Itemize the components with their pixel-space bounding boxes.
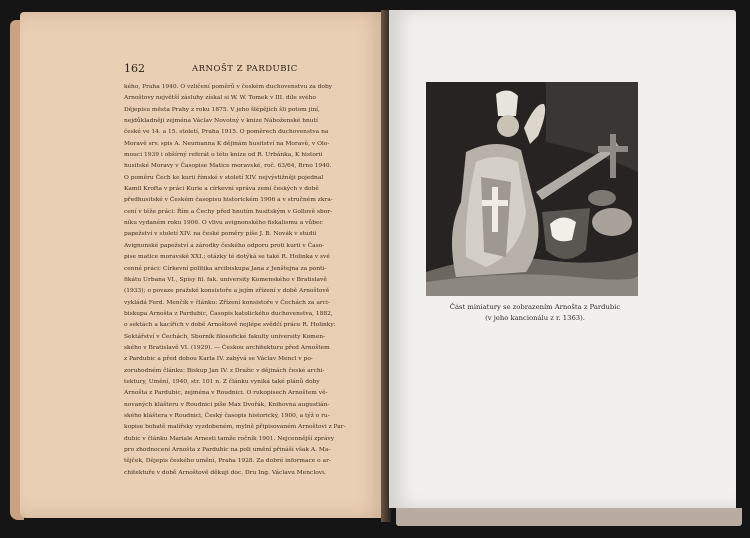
text-line: předhusitské v Českém časopisu historickém 1906 a v stručném zkra- [124,197,333,204]
text-line: fikátu Urbana VI., Spisy fil. fak. university Komenského v Bratislavě [124,276,327,283]
text-line: Moravě srv. spis A. Neumanna K dějinám husitství na Moravě, v Olo- [124,140,330,147]
text-line: biskupa Arnošta z Pardubic, Časopis katolického duchovenstva, 1882, [124,310,333,317]
text-line: mouci 1939 i obšírný referát o této knize od R. Urbánka, K historii [124,152,323,159]
text-line: zoruhodném článku: Biskup Jan IV. z Dražic v dějinách české archi- [124,367,325,374]
text-line: (1933); o povaze pražské konsistoře a jejím zřízení v době Arnoštově [124,288,330,295]
text-line: kého, Praha 1940. O vzličení poměrů v českém duchovenstvu za doby [124,84,333,90]
page-number: 162 [124,62,145,75]
caption-line: (v jeho kancionálu z r. 1363). [485,314,585,322]
figure-caption [440,302,630,324]
text-line: Kamil Krofta v práci Kurie a církevní správa zemí českých v době [124,186,319,193]
text-line: Sektářství v Čechách, Sborník filosofické fakulty university Komen- [124,333,325,340]
text-line: O poměru Čech ke kurii římské v století XIV. nejvýstižněji pojednal [124,174,324,181]
body-text [124,82,364,482]
text-line: papežství v století XIV. na české poměry píše J. B. Novák v studii [124,231,317,238]
text-line: Dějepisu města Prahy z roku 1875. V jeho šlépějích šli potom jiní, [124,106,320,113]
running-head: ARNOŠT Z PARDUBIC [192,64,298,74]
text-line: ského kláštera v Roudnici, Český časopis historický, 1900, a týž o ru- [124,412,330,419]
text-line: husitské Moravy v Časopise Matice moravské, roč. 63/64, Brno 1940. [124,163,332,170]
text-line: o sektách a kacířích v době Arnoštově nejlépe svědčí práce R. Holinky: [124,322,336,329]
text-line: tektury, Umění, 1940, str. 101 n. Z článku vyniká také plánů doby [124,378,320,385]
text-line: pro zhodnocení Arnošta z Pardubic na poli umění přináší však A. Ma- [124,447,331,453]
text-line: Avignonské papežství a zárodky českého odporu proti kurii v Časo- [124,242,325,249]
text-line: cení v téže práci: Řím a Čechy před hnutím husitským v Gollově sbor- [124,208,333,215]
text-line: Arnošta z Pardubic, zejména v Roudnici. O rukopisech Arnoštem vě- [124,390,328,397]
text-line: ského v Bratislavě VI. (1929). — Českou architekturu před Arnoštem [124,344,330,351]
text-line: dubic v článku Mariale Arnesti tamže ročník 1901. Nejcennější zprávy [124,435,335,442]
text-line: níku vydaném roku 1906. O vlivu avignonského fiskalismu a vůbec [124,220,323,227]
caption-line: Část miniatury se zobrazením Arnošta z Pardubic [449,303,621,311]
text-line: tějček, Dějepis českého umění, Praha 1928. Za dobré informace o ar- [124,458,331,465]
page-stack-edge [396,508,742,526]
text-line: nejdůkladněji zejména Václav Novotný v knize Náboženské hnutí [124,118,318,125]
text-line: české ve 14. a 15. století, Praha 1915. O poměrech duchovenstva na [124,129,329,136]
text-line: novaných klášteru v Roudnici píše Max Dvořák, Knihovna augustián- [124,401,330,408]
text-line: Arnoštovy největší zásluhy získal si W. W. Tomek v III. díle svého [124,95,316,102]
text-line: vykládá Ferd. Menčík v článku: Zřízení konsistoře v Čechách za arci- [124,299,330,306]
miniature-illustration [426,82,638,296]
text-line: kopise bohatě malířsky vyzdobeném, mylně připisovaném Arnoštovi z Par- [124,424,346,431]
text-line: z Pardubic a před dobou Karla IV. zabývá se Václav Mencl v po- [124,356,313,363]
text-line: chitektuře v době Arnoštově děkuji doc. Dru Ing. Václavu Menclovi. [124,469,326,476]
text-line: pise matice moravské XXI.; otázky té dotýká se také R. Holinka v své [124,254,330,261]
text-line: cenné práci: Církevní politika arcibiskupa Jana z Jenštejna za ponti- [124,265,327,272]
